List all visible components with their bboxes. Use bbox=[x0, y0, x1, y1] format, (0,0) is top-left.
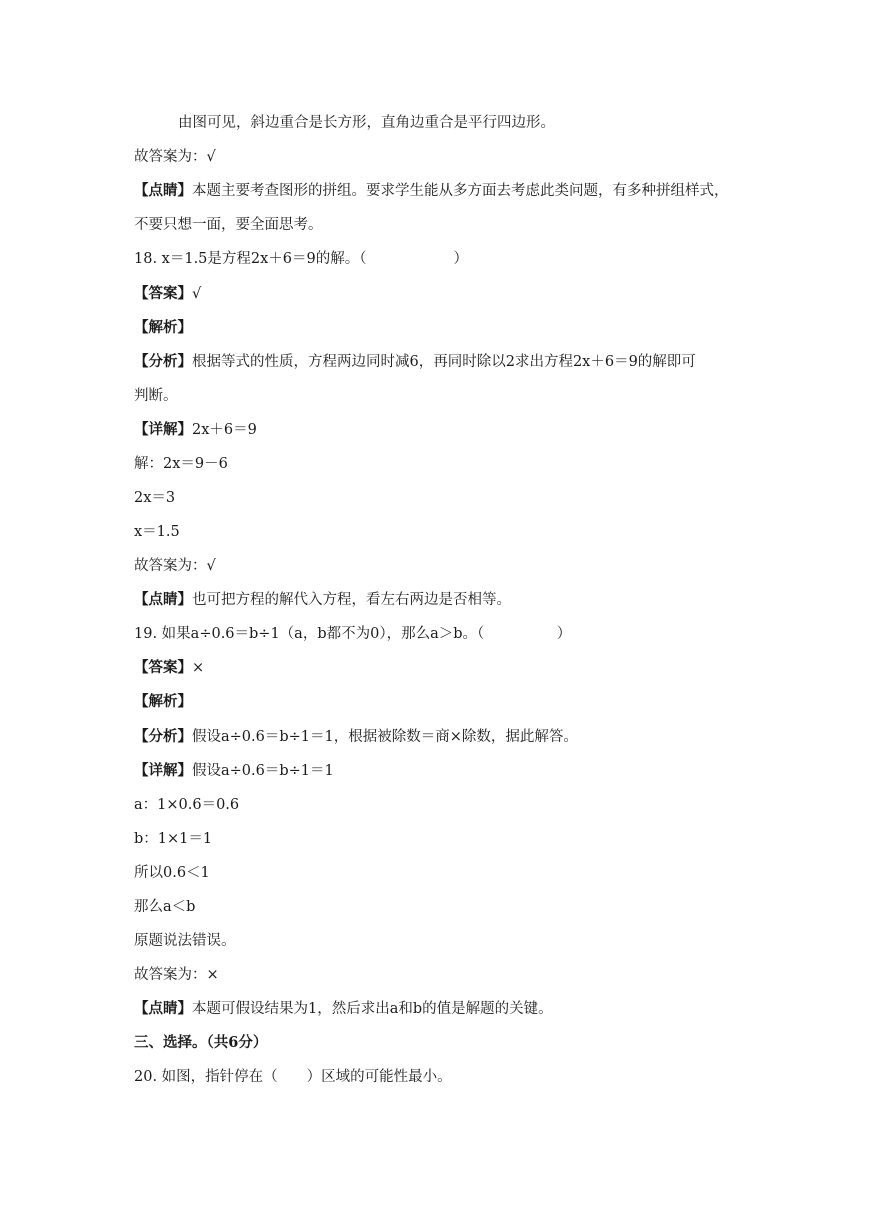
analysis-heading: 【解析】 bbox=[134, 319, 192, 336]
question-20: 20. 如图，指针停在（ ）区域的可能性最小。 bbox=[134, 1069, 452, 1085]
answer-conclusion: 故答案为：× bbox=[134, 967, 219, 983]
answer-conclusion: 故答案为：√ bbox=[134, 149, 216, 165]
solution-step: b：1×1＝1 bbox=[134, 831, 213, 847]
explanation-line: 由图可见，斜边重合是长方形，直角边重合是平行四边形。 bbox=[178, 115, 555, 131]
analysis-line: 【分析】根据等式的性质，方程两边同时减6，再同时除以2求出方程2x＋6＝9的解即可 bbox=[134, 353, 696, 370]
solution-step: 原题说法错误。 bbox=[134, 933, 236, 949]
solution-step: 那么a＜b bbox=[134, 899, 196, 915]
comment-line: 【点睛】也可把方程的解代入方程，看左右两边是否相等。 bbox=[134, 591, 511, 608]
comment-continuation: 不要只想一面，要全面思考。 bbox=[134, 217, 323, 233]
solution-step: a：1×0.6＝0.6 bbox=[134, 797, 240, 813]
solution-step: 解：2x＝9－6 bbox=[134, 456, 228, 472]
comment-line: 【点睛】本题可假设结果为1，然后求出a和b的值是解题的关键。 bbox=[134, 1000, 553, 1017]
comment-line: 【点睛】本题主要考查图形的拼组。要求学生能从多方面去考虑此类问题，有多种拼组样式， bbox=[134, 182, 729, 199]
analysis-line: 【分析】假设a÷0.6＝b÷1＝1，根据被除数＝商×除数，据此解答。 bbox=[134, 728, 578, 745]
answer-line: 【答案】√ bbox=[134, 285, 202, 302]
section-heading: 三、选择。（共6分） bbox=[134, 1034, 268, 1051]
question-18: 18. x＝1.5是方程2x＋6＝9的解。（ ） bbox=[134, 251, 469, 267]
detail-line: 【详解】2x＋6＝9 bbox=[134, 421, 257, 438]
analysis-heading: 【解析】 bbox=[134, 693, 192, 710]
question-19: 19. 如果a÷0.6＝b÷1（a，b都不为0），那么a＞b。（ ） bbox=[134, 626, 572, 642]
solution-step: 2x＝3 bbox=[134, 490, 176, 506]
solution-step: 所以0.6＜1 bbox=[134, 865, 210, 881]
analysis-continuation: 判断。 bbox=[134, 388, 178, 404]
answer-line: 【答案】× bbox=[134, 659, 205, 676]
solution-step: x＝1.5 bbox=[134, 524, 180, 540]
detail-line: 【详解】假设a÷0.6＝b÷1＝1 bbox=[134, 762, 334, 779]
answer-conclusion: 故答案为：√ bbox=[134, 558, 216, 574]
